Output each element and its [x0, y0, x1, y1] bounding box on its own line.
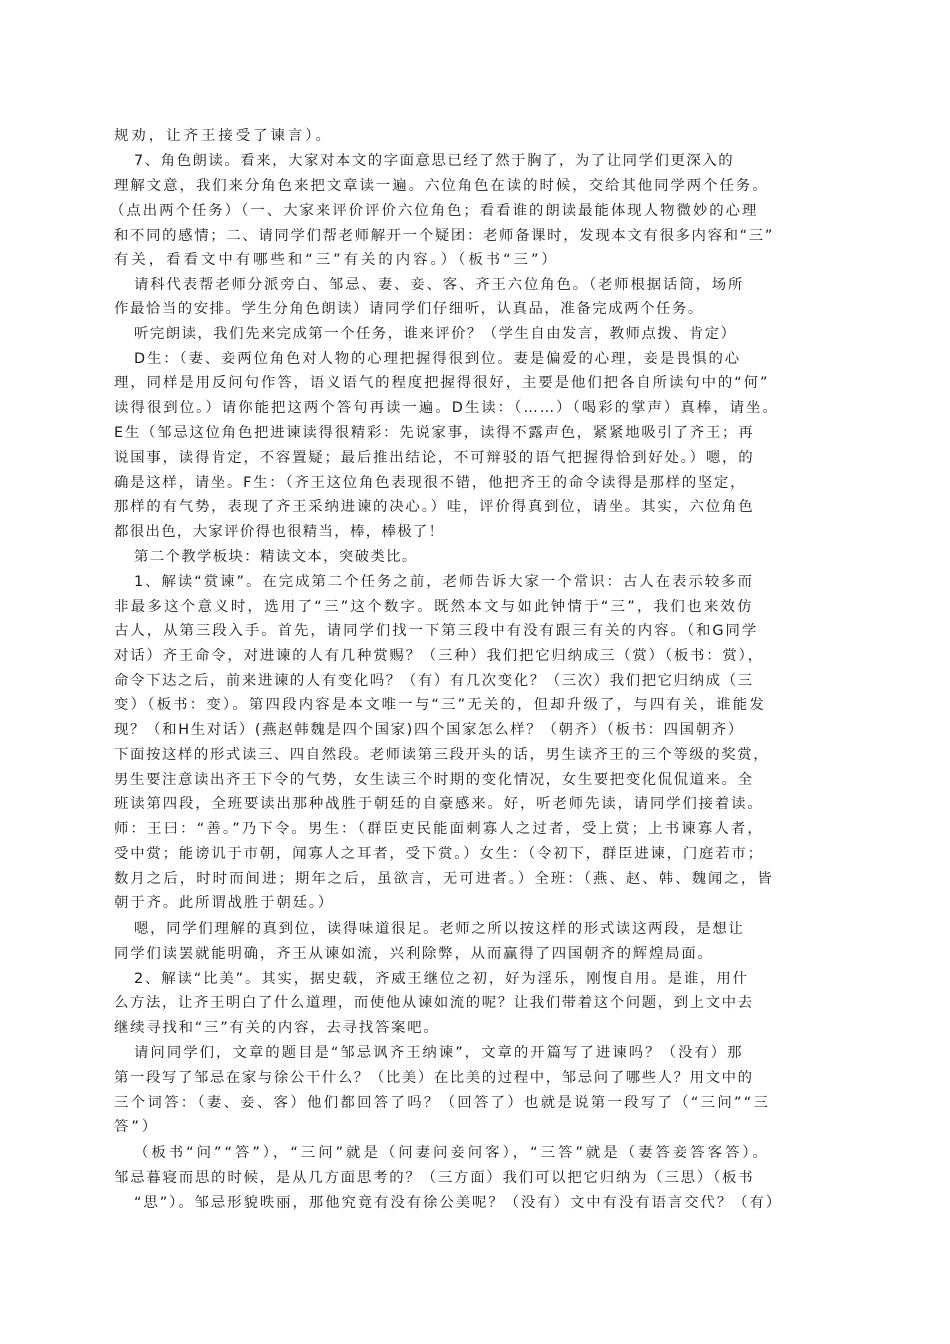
text-line: （点出两个任务）（一、大家来评价评价六位角色；看看谁的朗读最能体现人物微妙的心理: [110, 203, 759, 219]
text-line: 听完朗读，我们先来完成第一个任务，谁来评价？（学生自由发言，教师点拨、肯定）: [134, 326, 737, 342]
text-line: 答”）: [114, 1119, 160, 1135]
text-line: 同学们读罢就能明确，齐王从谏如流，兴利除弊，从而赢得了四国朝齐的辉煌局面。: [114, 946, 714, 962]
text-line: 数月之后，时时而间进；期年之后，虽欲言，无可进者。）全班：（燕、赵、韩、魏闻之，皆: [114, 871, 774, 887]
text-line: 三个词答：（妻、妾、客）他们都回答了吗？（回答了）也就是说第一段写了（“三问”“三: [114, 1095, 771, 1111]
text-line: 师：王曰：“善。”乃下令。男生：（群臣吏民能面刺寡人之过者，受上赏；上书谏寡人者，: [114, 821, 764, 837]
text-line: 2、解读“比美”。其实，据史载，齐威王继位之初，好为淫乐，刚愎自用。是谁，用什: [134, 971, 749, 987]
text-line: 对话）齐王命令，对进谏的人有几种赏赐？（三种）我们把它归纳成三（赏）（板书：赏），: [114, 648, 764, 664]
text-line: 嗯，同学们理解的真到位，读得味道很足。老师之所以按这样的形式读这两段，是想让: [134, 921, 745, 937]
text-line: 都很出色，大家评价得也很精当，棒，棒极了！: [114, 524, 445, 540]
text-line: 7、角色朗读。看来，大家对本文的字面意思已经了然于胸了，为了让同学们更深入的: [134, 153, 735, 169]
text-line: 男生要注意读出齐王下令的气势，女生读三个时期的变化情况，女生要把变化侃侃道来。全: [114, 772, 754, 788]
text-line: 受中赏；能谤讥于市朝，闻寡人之耳者，受下赏。）女生：（令初下，群臣进谏，门庭若市；: [114, 846, 764, 862]
text-line: 理解文意，我们来分角色来把文章读一遍。六位角色在读的时候，交给其他同学两个任务。: [114, 178, 769, 194]
text-line: 1、解读“赏谏”。在完成第二个任务之前，老师告诉大家一个常识：古人在表示较多而: [134, 574, 754, 590]
text-line: “思”）。邹忌形貌昳丽，那他究竟有没有徐公美呢？（没有）文中有没有语言交代？（有）: [134, 1195, 783, 1211]
text-line: 命令下达之后，前来进谏的人有变化吗？（有）有几次变化？（三次）我们把它归纳成（三: [114, 673, 754, 689]
text-line: 邹忌暮寝而思的时候，是从几方面思考的？（三方面）我们可以把它归纳为（三思）（板书: [114, 1170, 755, 1186]
text-line: 现？（和H生对话）(燕赵韩魏是四个国家)四个国家怎么样？（朝齐）（板书：四国朝齐）: [114, 722, 744, 738]
text-line: 理，同样是用反问句作答，语义语气的程度把握得很好，主要是他们把各自所读句中的“何”: [114, 375, 770, 391]
text-line: 确是这样，请坐。F生：（齐王这位角色表现很不错，他把齐王的命令读得是那样的坚定，: [114, 475, 747, 491]
text-line: 读得很到位。）请你能把这两个答句再读一遍。D生读：（……）（喝彩的掌声）真棒，请坐。: [114, 400, 779, 416]
text-line: 变）（板书：变）。第四段内容是本文唯一与“三”无关的，但却升级了，与四有关，谁能发: [114, 697, 766, 713]
text-line: 说国事，读得肯定，不容置疑；最后推出结论，不可辩驳的语气把握得恰到好处。）嗯，的: [114, 450, 755, 466]
text-line: 和不同的感情；二、请同学们帮老师解开一个疑团：老师备课时，发现本文有很多内容和“三”: [114, 228, 774, 244]
text-line: 请科代表帮老师分派旁白、邹忌、妻、妾、客、齐王六位角色。（老师根据话筒，场所: [134, 277, 745, 293]
text-line: 下面按这样的形式读三、四自然段。老师读第三段开头的话，男生读齐王的三个等级的奖赏，: [114, 747, 770, 763]
text-line: 那样的有气势，表现了齐王采纳进谏的决心。）哇，评价得真到位，请坐。其实，六位角色: [114, 499, 755, 515]
text-line: 第一段写了邹忌在家与徐公干什么？（比美）在比美的过程中，邹忌问了哪些人？用文中的: [114, 1070, 754, 1086]
text-line: 继续寻找和“三”有关的内容，去寻找答案吧。: [114, 1020, 440, 1036]
text-line: 非最多这个意义时，选用了“三”这个数字。既然本文与如此钟情于“三”，我们也来效仿: [114, 599, 754, 615]
text-line: 古人，从第三段入手。首先，请同学们找一下第三段中有没有跟三有关的内容。（和G同学: [114, 623, 759, 639]
text-line: 有关，看看文中有哪些和“三”有关的内容。）（板书“三”）: [114, 252, 559, 268]
text-line: （板书“问”“答”），“三问”就是（问妻问妾问客），“三答”就是（妻答妾答客答）。: [134, 1145, 770, 1161]
text-line: 朝于齐。此所谓战胜于朝廷。）: [114, 895, 335, 911]
text-line: D生：（妻、妾两位角色对人物的心理把握得很到位。妻是偏爱的心理，妾是畏惧的心: [134, 351, 741, 367]
text-line: 班读第四段，全班要读出那种战胜于朝廷的自豪感来。好，听老师先读，请同学们接着读。: [114, 796, 764, 812]
text-line: 作最恰当的安排。学生分角色朗读）请同学们仔细听，认真品，准备完成两个任务。: [114, 301, 704, 317]
text-line: 规劝，让齐王接受了谏言）。: [114, 128, 333, 144]
text-line: 请问同学们，文章的题目是“邹忌讽齐王纳谏”，文章的开篇写了进谏吗？（没有）那: [134, 1045, 744, 1061]
text-line: E生（邹忌这位角色把进谏读得很精彩：先说家事，读得不露声色，紧紧地吸引了齐王；再: [114, 425, 755, 441]
text-line: 么方法，让齐王明白了什么道理，而使他从谏如流的呢？让我们带着这个问题，到上文中去: [114, 995, 754, 1011]
text-line: 第二个教学板块：精读文本，突破类比。: [134, 549, 418, 565]
